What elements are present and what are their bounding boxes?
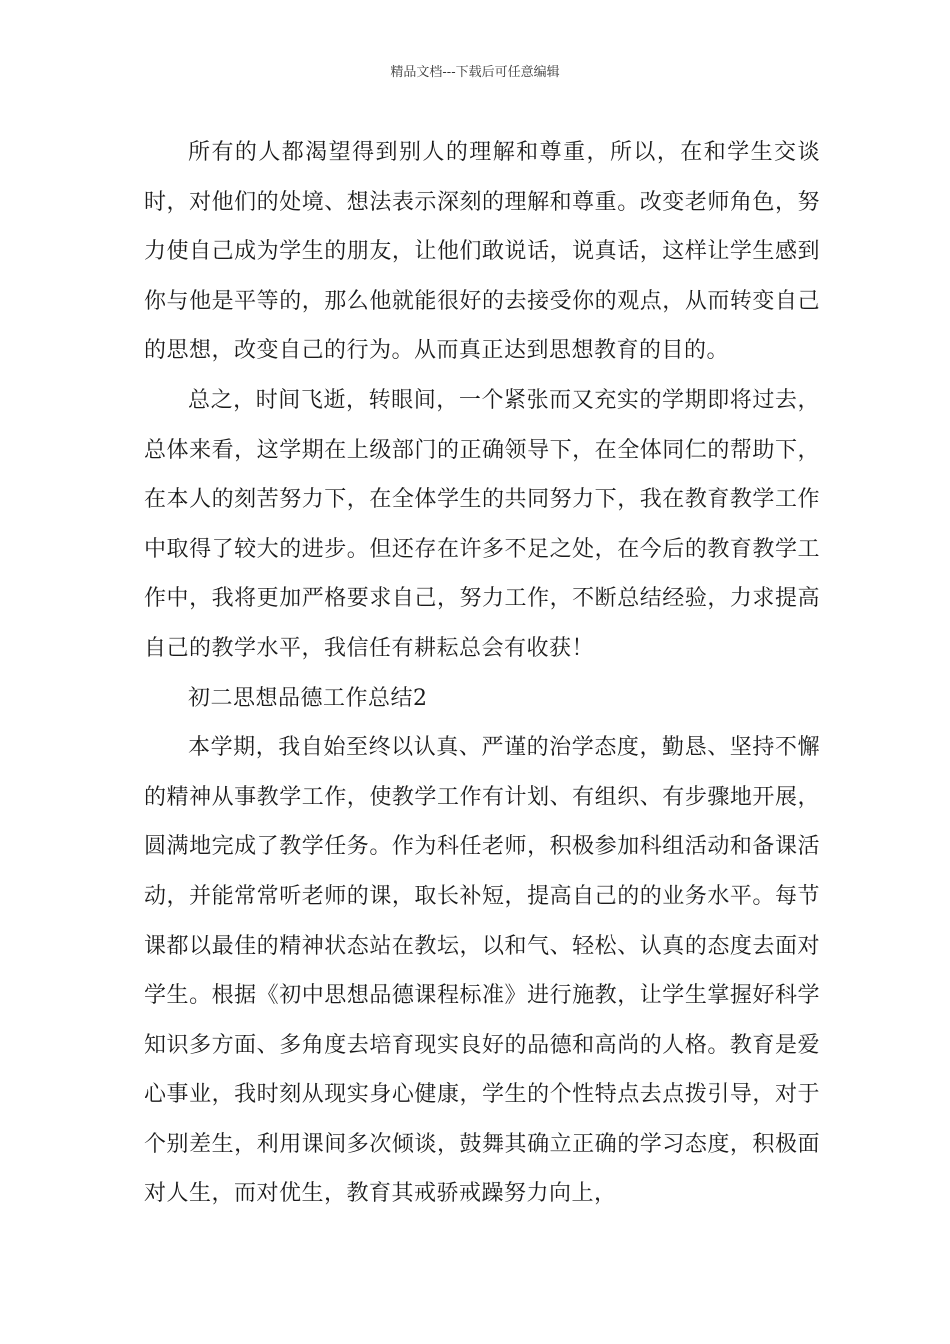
section-heading: 初二思想品德工作总结2 [188, 685, 428, 711]
page-header: 精品文档---下载后可任意编辑 [390, 65, 560, 80]
paragraph-understanding-respect: 所有的人都渴望得到别人的理解和尊重，所以，在和学生交谈时，对他们的处境、想法表示深刻的理解和尊重。改变老师角色，努力使自己成为学生的朋友，让他们敢说话，说真话，这样让学生感到你与他是平等的，那么他就能很好的去接受你的观点，从而转变自己的思想，改变自己的行为。从而真正达到思想教育的目的。 [144, 140, 820, 364]
document-body [144, 128, 820, 1219]
paragraph-semester-work: 本学期，我自始至终以认真、严谨的治学态度，勤恳、坚持不懈的精神从事教学工作，使教学工作有计划、有组织、有步骤地开展，圆满地完成了教学任务。作为科任老师，积极参加科组活动和备课活动，并能常常听老师的课，取长补短，提高自己的的业务水平。每节课都以最佳的精神状态站在教坛，以和气、轻松、认真的态度去面对学生。根据《初中思想品德课程标准》进行施教，让学生掌握好科学知识多方面、多角度去培育现实良好的品德和高尚的人格。教育是爱心事业，我时刻从现实身心健康，学生的个性特点去点拨引导，对于个别差生，利用课间多次倾谈，鼓舞其确立正确的学习态度，积极面对人生，而对优生，教育其戒骄戒躁努力向上， [144, 735, 820, 1207]
paragraph-summary: 总之，时间飞逝，转眼间，一个紧张而又充实的学期即将过去，总体来看，这学期在上级部门的正确领导下，在全体同仁的帮助下，在本人的刻苦努力下，在全体学生的共同努力下，我在教育教学工作中取得了较大的进步。但还存在许多不足之处，在今后的教育教学工作中，我将更加严格要求自己，努力工作，不断总结经验，力求提高自己的教学水平，我信任有耕耘总会有收获！ [144, 387, 820, 661]
